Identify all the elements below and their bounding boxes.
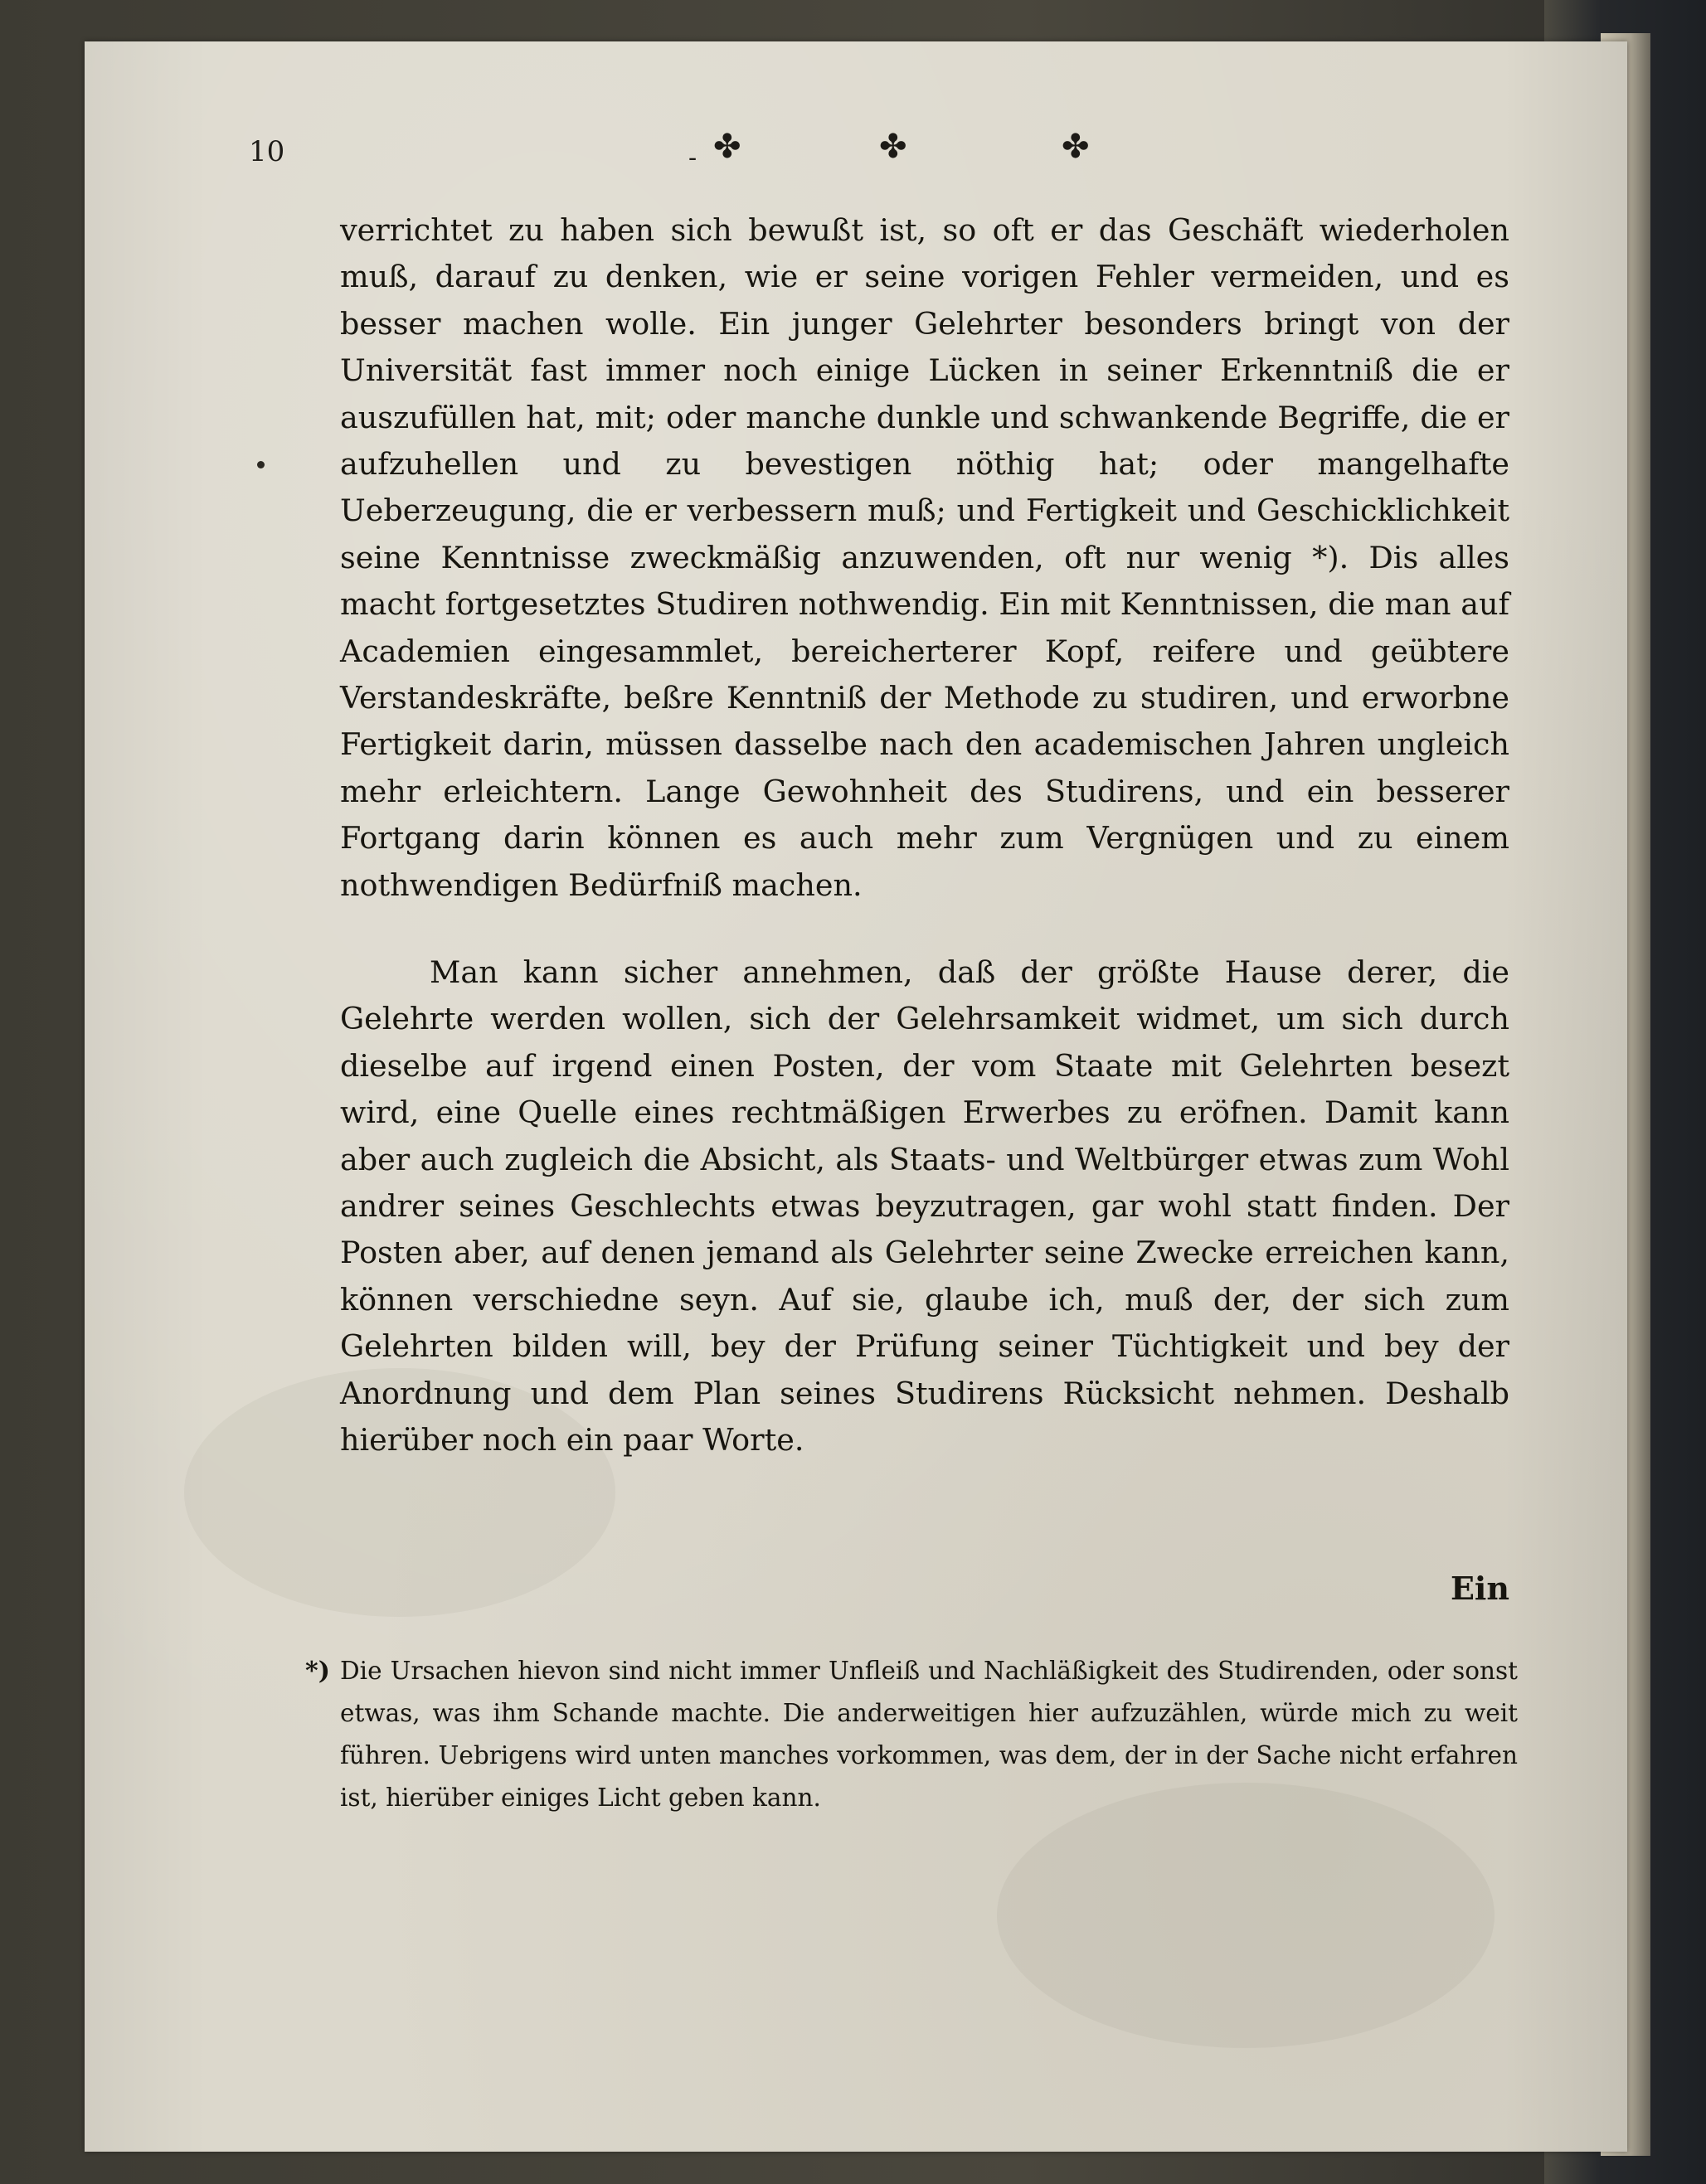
footnote (305, 1650, 1518, 1819)
header-dash: - (688, 143, 697, 172)
paragraph: verrichtet zu haben sich bewußt ist, so oft er das Geschäft wiederholen muß, darauf zu denken, wie er seine vorigen Fehler vermeiden, und es besser machen wolle. Ein junger Gelehrter besonders bringt von der Universität fast immer noch einige Lücken in seiner Erkenntniß die er auszufüllen hat, mit; oder manche dunkle und schwankende Begriffe, die er aufzuhellen und zu bevestigen nöthig hat; oder mangelhafte Ueberzeugung, die er verbessern muß; und Fertigkeit und Geschicklichkeit seine Kenntnisse zweckmäßig anzuwenden, oft nur wenig *). Dis alles macht fortgesetztes Studiren nothwendig. Ein mit Kenntnissen, die man auf Academien eingesammlet, bereicherterer Kopf, reifere und geübtere Verstandeskräfte, beßre Kenntniß der Methode zu studiren, und erworbne Fertigkeit darin, müssen dasselbe nach den academischen Jahren ungleich mehr erleichtern. Lange Gewohnheit des Studirens, und ein besserer Fortgang darin können es auch mehr zum Vergnügen und zu einem nothwendigen Bedürfniß machen. (340, 212, 1509, 903)
page-number: 10 (249, 135, 285, 168)
catchword: Ein (1450, 1570, 1509, 1607)
footnote-text: Die Ursachen hievon sind nicht immer Unfleiß und Nachläßigkeit des Studirenden, oder sonst etwas, was ihm Schande machte. Die anderweitigen hier aufzuzählen, würde mich zu weit führen. Uebrigens wird unten manches vorkommen, was dem, der in der Sache nicht erfahren ist, hierüber einiges Licht geben kann. (340, 1657, 1518, 1812)
ornament-icon: ✤ (1062, 128, 1090, 166)
ornament-icon: ✤ (879, 128, 907, 166)
ornament-icon: ✤ (713, 128, 741, 166)
margin-mark (257, 461, 265, 468)
page-header (249, 129, 1161, 178)
footnote-mark: *) (305, 1657, 330, 1686)
paragraph: Man kann sicher annehmen, daß der größte Hause derer, die Gelehrte werden wollen, sich der Gelehrsamkeit widmet, um sich durch dieselbe auf irgend einen Posten, der vom Staate mit Gelehrten besezt wird, eine Quelle eines rechtmäßigen Erwerbes zu eröfnen. Damit kann aber auch zugleich die Absicht, als Staats- und Weltbürger etwas zum Wohl andrer seines Geschlechts etwas beyzutragen, gar wohl statt finden. Der Posten aber, auf denen jemand als Gelehrter seine Zwecke erreichen kann, können verschiedne seyn. Auf sie, glaube ich, muß der, der sich zum Gelehrten bilden will, bey der Prüfung seiner Tüchtigkeit und bey der Anordnung und dem Plan seines Studirens Rücksicht nehmen. Deshalb hierüber noch ein paar Worte. (340, 954, 1509, 1458)
paper-stain (997, 1783, 1495, 2048)
